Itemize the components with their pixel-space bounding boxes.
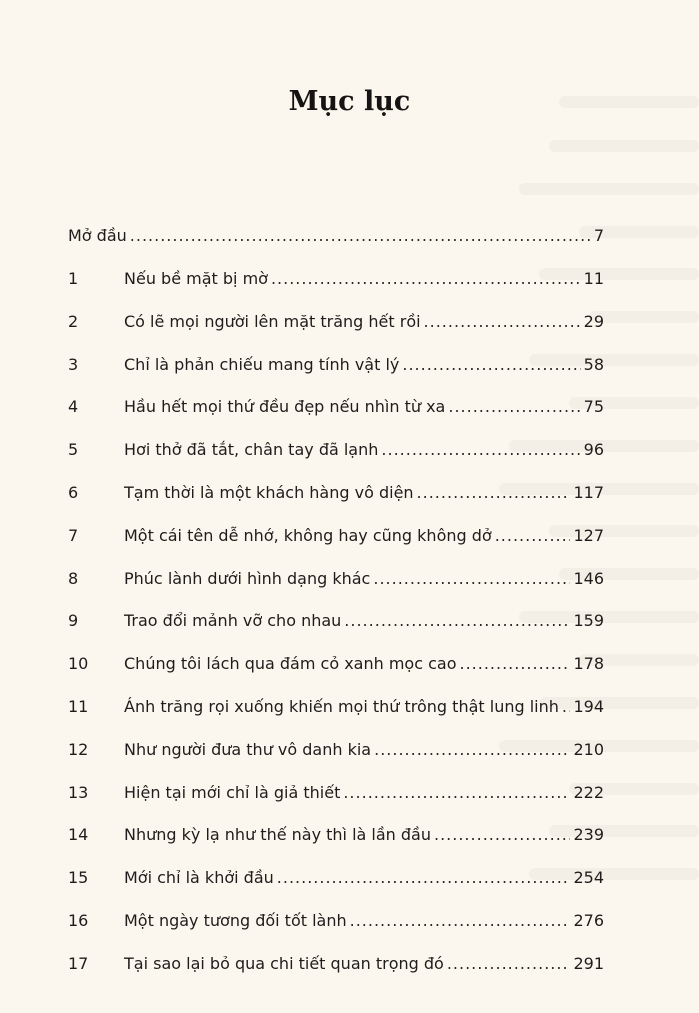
toc-entry-number: 2 [68, 311, 79, 331]
toc-entry-number: 5 [68, 440, 79, 460]
toc-entry-chapter-3[interactable] [68, 353, 604, 377]
toc-entry-title: Mới chỉ là khởi đầu [124, 868, 274, 888]
toc-entry-title: Tạm thời là một khách hàng vô diện [124, 483, 414, 502]
toc-entry-number: 1 [68, 269, 79, 288]
toc-entry-title: Tại sao lại bỏ qua chi tiết quan trọng đó [124, 953, 444, 973]
toc-entry-title: Nếu bề mặt bị mờ [124, 269, 268, 288]
toc-entry-number: 12 [68, 739, 89, 759]
toc-entry-title: Như người đưa thư vô danh kia [124, 739, 372, 759]
toc-entry-chapter-15[interactable] [68, 866, 604, 890]
toc-entry-title: Một cái tên dễ nhớ, không hay cũng không dở [124, 525, 492, 545]
leader-dots [424, 310, 581, 334]
toc-entry-chapter-1[interactable] [68, 267, 604, 291]
leader-dots [343, 781, 570, 805]
leader-dots [381, 438, 580, 462]
toc-entry-chapter-8[interactable] [68, 567, 604, 591]
leader-dots [495, 524, 571, 548]
toc-entry-chapter-10[interactable] [68, 652, 604, 676]
toc-entry-page: 291 [573, 953, 604, 973]
toc-entry-page: 254 [573, 868, 604, 888]
toc-entry-number: 8 [68, 568, 79, 588]
toc-entry-chapter-5[interactable] [68, 438, 604, 462]
toc-entry-number: 17 [68, 953, 89, 973]
toc-entry-page: 210 [573, 739, 604, 759]
toc-entry-number: 13 [68, 782, 89, 802]
toc-entry-chapter-4[interactable] [68, 395, 604, 419]
toc-entry-intro[interactable] [68, 224, 604, 248]
toc-entry-chapter-12[interactable] [68, 738, 604, 762]
toc-entry-page: 159 [573, 611, 604, 631]
leader-dots [448, 395, 580, 419]
toc-entry-title: Một ngày tương đối tốt lành [124, 911, 347, 930]
toc-entry-page: 7 [593, 226, 604, 245]
leader-dots [350, 909, 571, 933]
toc-entry-title: Nhưng kỳ lạ như thế này thì là lần đầu [124, 825, 431, 845]
toc-entry-chapter-17[interactable] [68, 952, 604, 976]
toc-entry-chapter-7[interactable] [68, 524, 604, 548]
toc-entry-page: 117 [573, 483, 604, 502]
toc-entry-page: 194 [573, 697, 604, 716]
page-title: Mục lục [288, 86, 411, 117]
toc-entry-number: 7 [68, 525, 79, 545]
toc-entry-page: 58 [583, 354, 604, 374]
toc-entry-number: 11 [68, 697, 89, 716]
toc-entry-number: 6 [68, 483, 79, 502]
toc-entry-title: Hơi thở đã tắt, chân tay đã lạnh [124, 440, 379, 460]
leader-dots [459, 652, 570, 676]
leader-dots [374, 738, 570, 762]
toc-entry-page: 75 [583, 397, 604, 417]
leader-dots [434, 823, 570, 847]
toc-entry-page: 276 [573, 911, 604, 930]
leader-dots [344, 609, 570, 633]
toc-entry-page: 96 [583, 440, 604, 460]
toc-entry-title: Mở đầu [68, 226, 127, 245]
toc-entry-chapter-6[interactable] [68, 481, 604, 505]
toc-entry-title: Ánh trăng rọi xuống khiến mọi thứ trông thật lung linh [124, 697, 559, 716]
leader-dots [402, 353, 580, 377]
toc-entry-number: 14 [68, 825, 89, 845]
toc-entry-title: Trao đổi mảnh vỡ cho nhau [124, 611, 342, 631]
toc-entry-page: 178 [573, 654, 604, 674]
toc-entry-number: 4 [68, 397, 79, 417]
toc-entry-chapter-11[interactable] [68, 695, 604, 719]
toc-entry-number: 3 [68, 354, 79, 374]
toc-entry-title: Chúng tôi lách qua đám cỏ xanh mọc cao [124, 654, 457, 674]
toc-entry-page: 146 [573, 568, 604, 588]
toc-entry-chapter-2[interactable] [68, 310, 604, 334]
toc-entry-number: 9 [68, 611, 79, 631]
toc-entry-title: Hầu hết mọi thứ đều đẹp nếu nhìn từ xa [124, 397, 446, 417]
leader-dots [562, 695, 571, 719]
leader-dots [130, 224, 591, 248]
toc-entry-chapter-13[interactable] [68, 781, 604, 805]
toc-entry-page: 29 [583, 311, 604, 331]
toc-entry-page: 127 [573, 525, 604, 545]
toc-entry-title: Chỉ là phản chiếu mang tính vật lý [124, 354, 400, 374]
leader-dots [277, 866, 571, 890]
toc-entry-page: 222 [573, 782, 604, 802]
leader-dots [373, 567, 570, 591]
leader-dots [417, 481, 571, 505]
toc-entry-title: Hiện tại mới chỉ là giả thiết [124, 782, 341, 802]
toc-entry-chapter-9[interactable] [68, 609, 604, 633]
toc-entry-title: Có lẽ mọi người lên mặt trăng hết rồi [124, 311, 421, 331]
toc-entry-page: 239 [573, 825, 604, 845]
leader-dots [447, 952, 571, 976]
toc-entry-chapter-14[interactable] [68, 823, 604, 847]
toc-entry-number: 15 [68, 868, 89, 888]
leader-dots [271, 267, 581, 291]
toc-entry-page: 11 [583, 269, 604, 288]
toc-entry-number: 10 [68, 654, 89, 674]
toc-entry-number: 16 [68, 911, 89, 930]
toc-entry-title: Phúc lành dưới hình dạng khác [124, 568, 371, 588]
toc-entry-chapter-16[interactable] [68, 909, 604, 933]
